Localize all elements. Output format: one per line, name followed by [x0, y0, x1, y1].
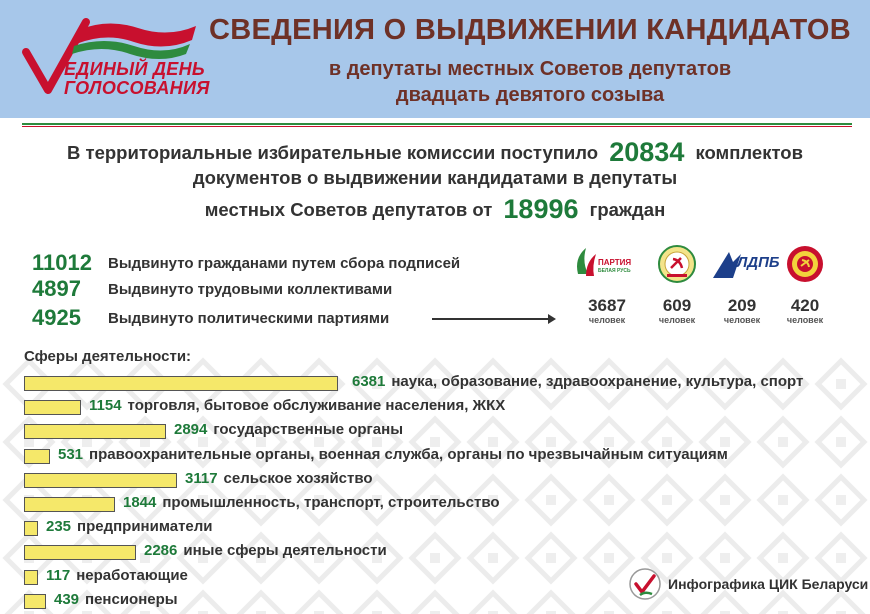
chart-bar-value: 3117: [185, 469, 218, 487]
nomination-label: Выдвинуто гражданами путем сбора подписей: [108, 254, 461, 272]
chart-bar: [24, 473, 177, 488]
chart-category-label: правоохранительные органы, военная служба, органы по чрезвычайным ситуациям: [89, 445, 728, 463]
intro-line-3: [0, 194, 870, 225]
belaya-rus-party-logo-icon: [572, 244, 642, 284]
page-title: СВЕДЕНИЯ О ВЫДВИЖЕНИИ КАНДИДАТОВ: [209, 14, 851, 46]
spheres-title: Сферы деятельности:: [24, 348, 192, 365]
page-subtitle-1: в депутаты местных Советов депутатов: [328, 58, 732, 80]
intro-text-1: В территориальные избирательные комиссии поступило: [67, 142, 599, 163]
footer-credit: [628, 566, 868, 602]
party-belaya-rus: [572, 244, 642, 325]
chart-bar-value: 2894: [174, 421, 208, 439]
chart-bar-value: 439: [54, 590, 80, 608]
party-ldpb: [707, 244, 780, 325]
nomination-value: 11012: [32, 250, 92, 275]
chart-bar-value: 117: [46, 566, 71, 584]
chart-category-label: иные сферы деятельности: [183, 542, 387, 560]
chart-bar: [24, 545, 136, 560]
nomination-row: [32, 305, 389, 331]
chart-bar: [24, 570, 38, 585]
party-unit: человек: [658, 315, 696, 325]
chart-category-label: неработающие: [76, 566, 188, 584]
party-unit: человек: [588, 315, 626, 325]
arrow-right-icon: [432, 318, 554, 320]
chart-bar: [24, 594, 46, 609]
cik-logo-icon: [628, 567, 662, 601]
party-logo-sub: БЕЛАЯ РУСЬ: [598, 268, 631, 274]
header-banner: [0, 0, 870, 118]
chart-bar-value: 1154: [89, 397, 122, 415]
nomination-row: [32, 250, 460, 276]
chart-bar: [24, 497, 115, 512]
party-count: 609: [662, 296, 692, 315]
intro-text-1b: комплектов: [695, 142, 803, 163]
party-logo-text: ПАРТИЯ: [598, 258, 632, 267]
party-unit: человек: [723, 315, 761, 325]
chart-category-label: пенсионеры: [85, 590, 178, 608]
ldpb-party-logo-icon: [707, 244, 780, 284]
divider-green: [22, 123, 852, 125]
chart-bar-value: 235: [46, 518, 72, 536]
chart-bar-value: 531: [58, 445, 84, 463]
party-count: 209: [727, 296, 757, 315]
chart-bar: [24, 400, 81, 415]
chart-category-label: государственные органы: [213, 421, 404, 439]
chart-bar: [24, 376, 338, 391]
chart-category-label: торговля, бытовое обслуживание населения, ЖКХ: [127, 397, 506, 415]
nomination-value: 4897: [32, 276, 81, 301]
nomination-value: 4925: [32, 305, 81, 330]
chart-category-label: сельское хозяйство: [223, 469, 373, 487]
party-communist: [642, 244, 712, 325]
nomination-label: Выдвинуто политическими партиями: [108, 309, 390, 327]
party-count: 420: [790, 296, 820, 315]
chart-category-label: промышленность, транспорт, строительство: [162, 494, 500, 511]
party-republican: [770, 244, 840, 325]
nomination-row: [32, 276, 392, 302]
chart-bar: [24, 424, 166, 439]
chart-bar: [24, 449, 50, 464]
footer-text: Инфографика ЦИК Беларуси: [668, 576, 869, 592]
chart-category-label: предприниматели: [77, 518, 213, 536]
intro-line-2: документов о выдвижении кандидатами в депутаты: [192, 167, 678, 188]
communist-party-logo-icon: [642, 244, 712, 284]
kits-count: 20834: [609, 137, 685, 167]
republican-party-logo-icon: [770, 244, 840, 284]
nomination-label: Выдвинуто трудовыми коллективами: [108, 280, 393, 298]
chart-bar-value: 1844: [123, 494, 157, 511]
chart-bar-value: 6381: [352, 373, 386, 390]
intro-text-3b: граждан: [589, 199, 666, 220]
page-subtitle-2: двадцать девятого созыва: [395, 84, 665, 106]
party-unit: человек: [786, 315, 824, 325]
logo-line2: ГОЛОСОВАНИЯ: [64, 78, 210, 98]
chart-bar-value: 2286: [144, 542, 178, 560]
divider-red: [22, 126, 852, 127]
party-logo-text: ЛДПБ: [737, 254, 780, 271]
chart-bar: [24, 521, 38, 536]
chart-category-label: наука, образование, здравоохранение, культура, спорт: [391, 373, 804, 390]
intro-line-1: [0, 137, 870, 168]
citizens-count: 18996: [503, 194, 579, 224]
election-day-logo: [18, 12, 208, 107]
party-count: 3687: [588, 296, 626, 315]
logo-line1: ЕДИНЫЙ ДЕНЬ: [64, 59, 205, 79]
intro-text-3: местных Советов депутатов от: [204, 199, 493, 220]
